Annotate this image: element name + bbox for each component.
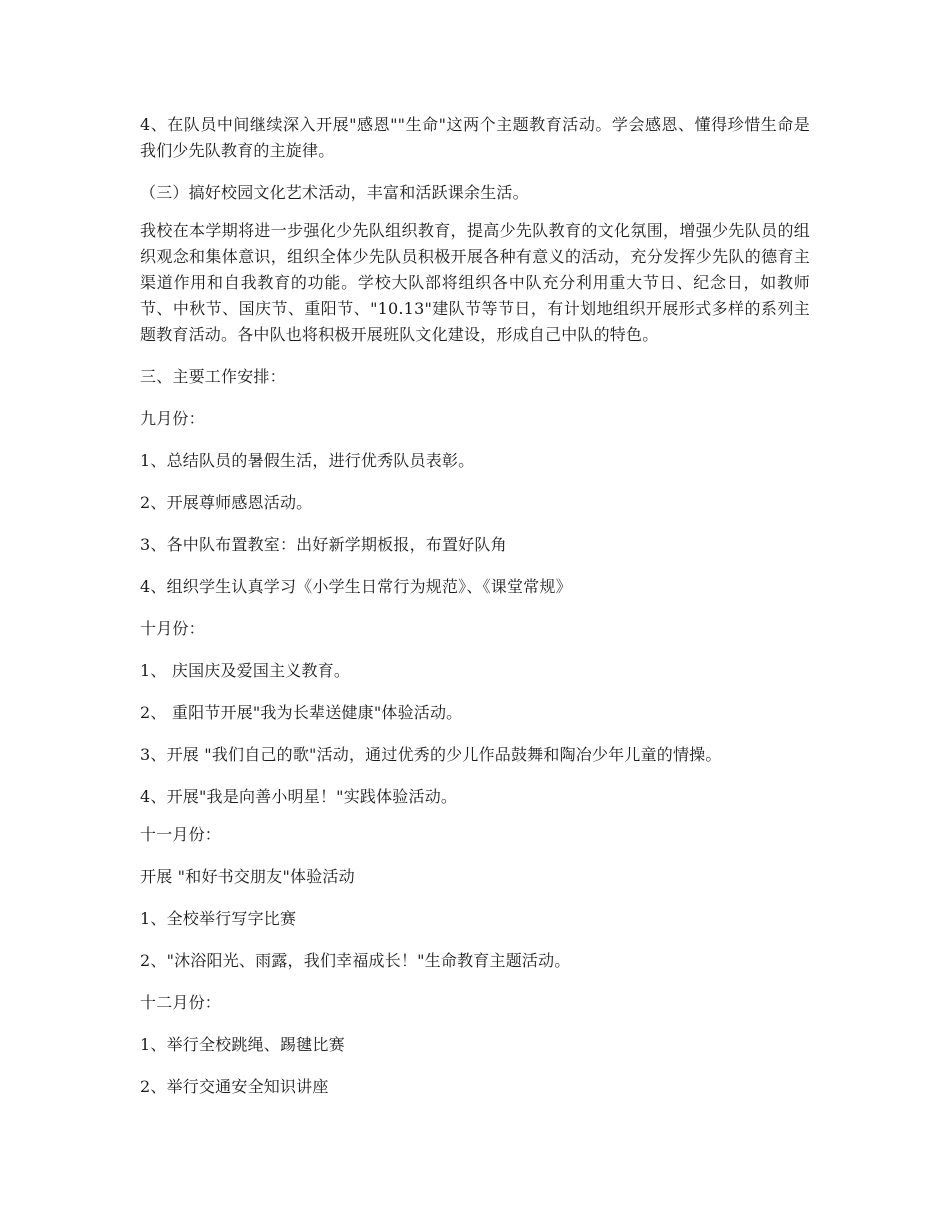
document-body [140,112,810,1116]
paragraph-school-plan: 我校在本学期将进一步强化少先队组织教育，提高少先队教育的文化氛围，增强少先队员的组织观念和集体意识，组织全体少先队员积极开展各种有意义的活动，充分发挥少先队的德育主渠道作用和自我教育的功能。学校大队部将组织各中队充分利用重大节日、纪念日，如教师节、中秋节、国庆节、重阳节、"10.13"建队节等节日，有计划地组织开展形式多样的系列主题教育活动。各中队也将积极开展班队文化建设，形成自己中队的特色。 [140,221,810,344]
paragraph-gratitude-life: 4、在队员中间继续深入开展"感恩""生命"这两个主题教育活动。学会感恩、懂得珍惜生命是我们少先队教育的主旋律。 [140,115,810,160]
list-item: 4、开展"我是向善小明星！"实践体验活动。 [140,787,458,806]
section-heading-culture-arts: （三）搞好校园文化艺术活动，丰富和活跃课余生活。 [140,183,529,202]
list-item: 开展 "和好书交朋友"体验活动 [140,867,355,886]
list-item: 2、举行交通安全知识讲座 [140,1077,329,1096]
list-item: 2、"沐浴阳光、雨露，我们幸福成长！"生命教育主题活动。 [140,951,571,970]
list-item: 1、举行全校跳绳、踢毽比赛 [140,1035,345,1054]
section-heading-main-schedule: 三、主要工作安排： [140,367,286,386]
month-heading-december: 十二月份： [140,993,222,1012]
list-item: 3、开展 "我们自己的歌"活动，通过优秀的少儿作品鼓舞和陶冶少年儿童的情操。 [140,745,722,764]
month-heading-november: 十一月份： [140,825,222,844]
list-item: 1、总结队员的暑假生活，进行优秀队员表彰。 [140,451,475,470]
list-item: 2、开展尊师感恩活动。 [140,493,313,512]
list-item: 2、 重阳节开展"我为长辈送健康"体验活动。 [140,703,463,722]
list-item: 1、 庆国庆及爱国主义教育。 [140,661,351,680]
list-item: 1、全校举行写字比赛 [140,909,297,928]
month-heading-september: 九月份： [140,409,205,428]
list-item: 3、各中队布置教室：出好新学期板报，布置好队角 [140,535,507,554]
month-heading-october: 十月份： [140,619,205,638]
list-item: 4、组织学生认真学习《小学生日常行为规范》、《课堂常规》 [140,577,572,596]
